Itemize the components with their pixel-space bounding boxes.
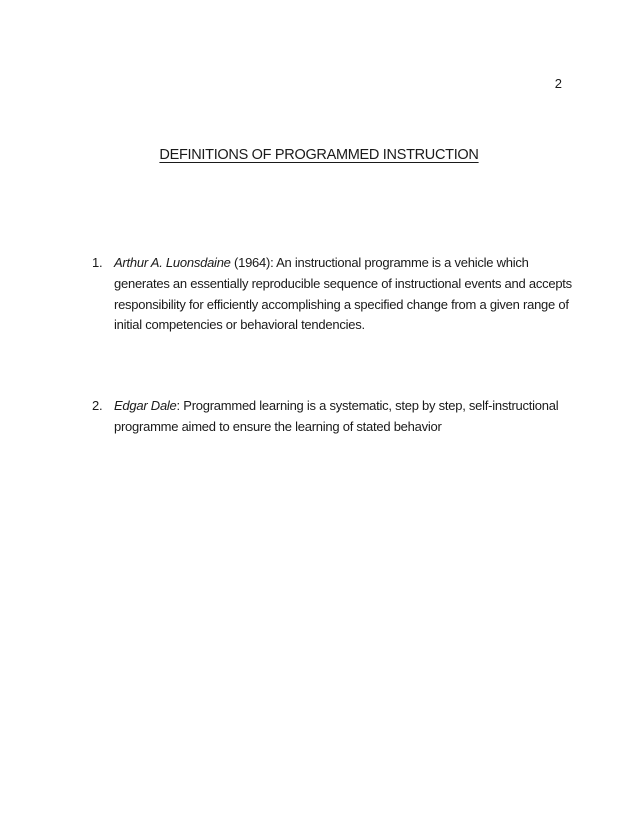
definition-author: Edgar Dale (114, 398, 177, 413)
definition-author: Arthur A. Luonsdaine (114, 255, 231, 270)
definition-text (114, 253, 572, 336)
page-number: 2 (554, 76, 562, 91)
definition-item (92, 253, 572, 336)
definition-number: 1. (92, 255, 103, 270)
definition-content: : Programmed learning is a systematic, step by step, self-instructional programme aimed to ensure the learning of stated behavior (114, 398, 559, 434)
page-title: DEFINITIONS OF PROGRAMMED INSTRUCTION (159, 147, 479, 163)
definition-text (114, 396, 572, 438)
definition-content: (1964): An instructional programme is a vehicle which generates an essentially reproducible sequence of instructional events and accepts responsibility for efficiently accomplishing a specified change from a given range of initial competencies or behavioral tendencies. (114, 255, 572, 333)
definition-number: 2. (92, 398, 103, 413)
definition-item (92, 396, 572, 438)
